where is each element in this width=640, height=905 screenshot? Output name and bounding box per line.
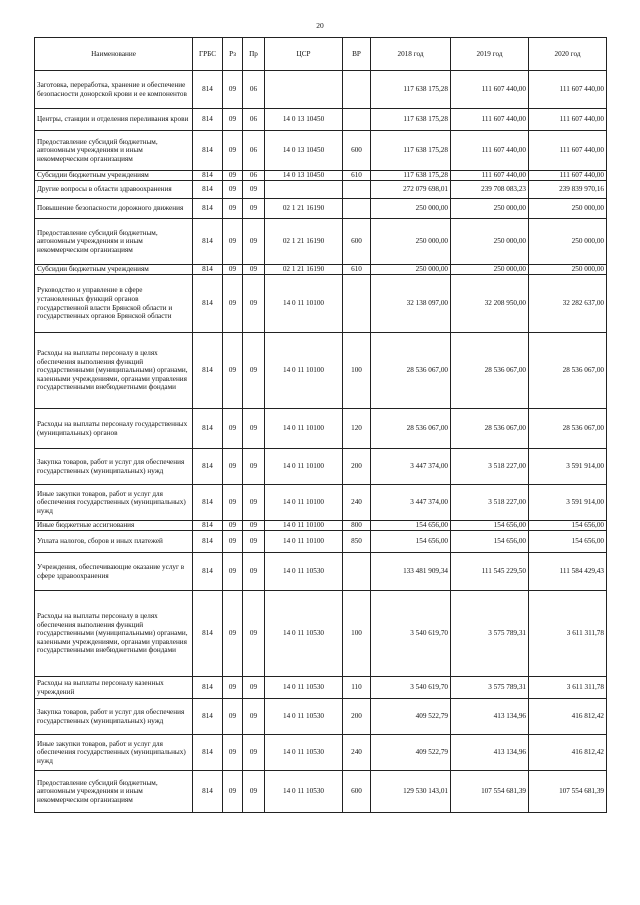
cell-y2018: 250 000,00 xyxy=(371,199,451,219)
cell-rz: 09 xyxy=(223,553,243,591)
cell-rz: 09 xyxy=(223,771,243,813)
cell-grbs: 814 xyxy=(193,71,223,109)
cell-y2020: 416 812,42 xyxy=(529,699,607,735)
budget-table xyxy=(34,37,607,813)
col-header-grbs: ГРБС xyxy=(193,38,223,71)
cell-name: Центры, станции и отделения переливания крови xyxy=(35,109,193,131)
cell-y2019: 111 607 440,00 xyxy=(451,71,529,109)
cell-name: Субсидии бюджетным учреждениям xyxy=(35,265,193,275)
table-row xyxy=(35,275,607,333)
cell-csr: 14 0 11 10100 xyxy=(265,275,343,333)
cell-y2020: 3 591 914,00 xyxy=(529,485,607,521)
cell-pr: 09 xyxy=(243,531,265,553)
cell-rz: 09 xyxy=(223,699,243,735)
cell-pr: 09 xyxy=(243,677,265,699)
cell-rz: 09 xyxy=(223,199,243,219)
cell-y2019: 28 536 067,00 xyxy=(451,333,529,409)
cell-y2020: 250 000,00 xyxy=(529,199,607,219)
table-row xyxy=(35,199,607,219)
cell-y2019: 3 575 789,31 xyxy=(451,677,529,699)
cell-grbs: 814 xyxy=(193,771,223,813)
cell-vr: 200 xyxy=(343,699,371,735)
table-row xyxy=(35,771,607,813)
cell-csr: 14 0 11 10530 xyxy=(265,677,343,699)
cell-vr: 240 xyxy=(343,735,371,771)
cell-rz: 09 xyxy=(223,181,243,199)
cell-name: Расходы на выплаты персоналу казенных учреждений xyxy=(35,677,193,699)
cell-y2018: 129 530 143,01 xyxy=(371,771,451,813)
cell-rz: 09 xyxy=(223,735,243,771)
table-row xyxy=(35,735,607,771)
cell-rz: 09 xyxy=(223,485,243,521)
cell-csr xyxy=(265,181,343,199)
cell-grbs: 814 xyxy=(193,109,223,131)
cell-y2020: 3 591 914,00 xyxy=(529,449,607,485)
cell-y2020: 154 656,00 xyxy=(529,531,607,553)
cell-y2019: 32 208 950,00 xyxy=(451,275,529,333)
cell-name: Расходы на выплаты персоналу в целях обеспечения выполнения функций государственными (муниципальными) органами, казенными учреждениями, органами управления государственными внебюджетными фондами xyxy=(35,591,193,677)
cell-y2018: 117 638 175,28 xyxy=(371,171,451,181)
cell-y2020: 111 584 429,43 xyxy=(529,553,607,591)
cell-grbs: 814 xyxy=(193,275,223,333)
cell-pr: 06 xyxy=(243,131,265,171)
cell-vr xyxy=(343,181,371,199)
table-row xyxy=(35,181,607,199)
cell-grbs: 814 xyxy=(193,677,223,699)
cell-vr xyxy=(343,553,371,591)
cell-y2019: 107 554 681,39 xyxy=(451,771,529,813)
cell-y2019: 111 607 440,00 xyxy=(451,171,529,181)
cell-grbs: 814 xyxy=(193,735,223,771)
cell-y2019: 239 708 083,23 xyxy=(451,181,529,199)
cell-y2018: 28 536 067,00 xyxy=(371,409,451,449)
table-row xyxy=(35,677,607,699)
cell-csr: 14 0 11 10530 xyxy=(265,553,343,591)
cell-grbs: 814 xyxy=(193,521,223,531)
table-row xyxy=(35,333,607,409)
cell-vr: 240 xyxy=(343,485,371,521)
table-row xyxy=(35,265,607,275)
cell-vr: 800 xyxy=(343,521,371,531)
table-row xyxy=(35,219,607,265)
cell-rz: 09 xyxy=(223,591,243,677)
cell-rz: 09 xyxy=(223,109,243,131)
cell-y2020: 3 611 311,78 xyxy=(529,677,607,699)
cell-csr: 14 0 11 10100 xyxy=(265,485,343,521)
cell-y2020: 111 607 440,00 xyxy=(529,171,607,181)
table-row xyxy=(35,699,607,735)
table-row xyxy=(35,409,607,449)
cell-csr: 14 0 11 10100 xyxy=(265,521,343,531)
cell-rz: 09 xyxy=(223,409,243,449)
cell-y2018: 250 000,00 xyxy=(371,219,451,265)
cell-y2018: 28 536 067,00 xyxy=(371,333,451,409)
cell-y2019: 413 134,96 xyxy=(451,735,529,771)
cell-y2019: 3 518 227,00 xyxy=(451,449,529,485)
col-header-2020: 2020 год xyxy=(529,38,607,71)
cell-pr: 09 xyxy=(243,735,265,771)
table-row xyxy=(35,109,607,131)
cell-pr: 09 xyxy=(243,333,265,409)
cell-vr xyxy=(343,71,371,109)
cell-name: Иные закупки товаров, работ и услуг для обеспечения государственных (муниципальных) нужд xyxy=(35,485,193,521)
cell-y2018: 250 000,00 xyxy=(371,265,451,275)
cell-y2019: 413 134,96 xyxy=(451,699,529,735)
cell-vr: 120 xyxy=(343,409,371,449)
cell-pr: 09 xyxy=(243,553,265,591)
cell-y2019: 154 656,00 xyxy=(451,521,529,531)
cell-rz: 09 xyxy=(223,531,243,553)
cell-vr: 600 xyxy=(343,219,371,265)
cell-vr: 600 xyxy=(343,131,371,171)
cell-pr: 09 xyxy=(243,219,265,265)
cell-y2019: 250 000,00 xyxy=(451,219,529,265)
col-header-vr: ВР xyxy=(343,38,371,71)
table-row xyxy=(35,71,607,109)
cell-vr: 110 xyxy=(343,677,371,699)
cell-name: Заготовка, переработка, хранение и обеспечение безопасности донорской крови и ее компонентов xyxy=(35,71,193,109)
cell-y2020: 107 554 681,39 xyxy=(529,771,607,813)
cell-csr: 02 1 21 16190 xyxy=(265,265,343,275)
cell-y2020: 28 536 067,00 xyxy=(529,333,607,409)
cell-name: Повышение безопасности дорожного движения xyxy=(35,199,193,219)
cell-vr xyxy=(343,109,371,131)
cell-y2020: 28 536 067,00 xyxy=(529,409,607,449)
cell-pr: 09 xyxy=(243,699,265,735)
cell-y2018: 117 638 175,28 xyxy=(371,109,451,131)
cell-y2020: 154 656,00 xyxy=(529,521,607,531)
cell-pr: 06 xyxy=(243,71,265,109)
cell-name: Закупка товаров, работ и услуг для обеспечения государственных (муниципальных) нужд xyxy=(35,699,193,735)
cell-grbs: 814 xyxy=(193,553,223,591)
cell-vr: 610 xyxy=(343,265,371,275)
cell-y2018: 117 638 175,28 xyxy=(371,131,451,171)
cell-grbs: 814 xyxy=(193,265,223,275)
cell-grbs: 814 xyxy=(193,699,223,735)
cell-grbs: 814 xyxy=(193,333,223,409)
col-header-name: Наименование xyxy=(35,38,193,71)
cell-y2020: 250 000,00 xyxy=(529,265,607,275)
cell-y2018: 117 638 175,28 xyxy=(371,71,451,109)
cell-y2018: 409 522,79 xyxy=(371,699,451,735)
cell-csr: 14 0 11 10100 xyxy=(265,333,343,409)
cell-grbs: 814 xyxy=(193,199,223,219)
cell-csr: 14 0 13 10450 xyxy=(265,171,343,181)
cell-y2019: 28 536 067,00 xyxy=(451,409,529,449)
cell-rz: 09 xyxy=(223,275,243,333)
cell-rz: 09 xyxy=(223,333,243,409)
table-body xyxy=(35,71,607,813)
cell-y2018: 3 540 619,70 xyxy=(371,677,451,699)
cell-rz: 09 xyxy=(223,71,243,109)
cell-rz: 09 xyxy=(223,131,243,171)
table-row xyxy=(35,531,607,553)
cell-rz: 09 xyxy=(223,677,243,699)
table-header-row xyxy=(35,38,607,71)
cell-csr: 14 0 11 10530 xyxy=(265,771,343,813)
cell-vr xyxy=(343,199,371,219)
cell-pr: 09 xyxy=(243,449,265,485)
cell-csr: 14 0 11 10530 xyxy=(265,591,343,677)
cell-y2019: 111 607 440,00 xyxy=(451,109,529,131)
cell-pr: 09 xyxy=(243,591,265,677)
cell-y2018: 3 447 374,00 xyxy=(371,449,451,485)
cell-rz: 09 xyxy=(223,219,243,265)
col-header-2019: 2019 год xyxy=(451,38,529,71)
cell-y2018: 133 481 909,34 xyxy=(371,553,451,591)
cell-vr: 100 xyxy=(343,591,371,677)
cell-y2020: 111 607 440,00 xyxy=(529,71,607,109)
cell-name: Расходы на выплаты персоналу государственных (муниципальных) органов xyxy=(35,409,193,449)
cell-vr: 200 xyxy=(343,449,371,485)
cell-pr: 09 xyxy=(243,199,265,219)
cell-grbs: 814 xyxy=(193,181,223,199)
table-row xyxy=(35,553,607,591)
cell-y2020: 250 000,00 xyxy=(529,219,607,265)
cell-vr: 600 xyxy=(343,771,371,813)
cell-pr: 09 xyxy=(243,265,265,275)
cell-csr: 14 0 13 10450 xyxy=(265,109,343,131)
cell-name: Предоставление субсидий бюджетным, автономным учреждениям и иным некоммерческим организациям xyxy=(35,219,193,265)
cell-name: Расходы на выплаты персоналу в целях обеспечения выполнения функций государственными (муниципальными) органами, казенными учреждениями, органами управления государственными внебюджетными фондами xyxy=(35,333,193,409)
table-row xyxy=(35,521,607,531)
cell-pr: 09 xyxy=(243,181,265,199)
table-row xyxy=(35,131,607,171)
cell-name: Предоставление субсидий бюджетным, автономным учреждениям и иным некоммерческим организациям xyxy=(35,771,193,813)
cell-vr: 850 xyxy=(343,531,371,553)
cell-csr: 14 0 11 10100 xyxy=(265,449,343,485)
cell-y2020: 32 282 637,00 xyxy=(529,275,607,333)
cell-rz: 09 xyxy=(223,171,243,181)
cell-name: Иные бюджетные ассигнования xyxy=(35,521,193,531)
cell-name: Иные закупки товаров, работ и услуг для обеспечения государственных (муниципальных) нужд xyxy=(35,735,193,771)
cell-rz: 09 xyxy=(223,449,243,485)
cell-y2018: 3 447 374,00 xyxy=(371,485,451,521)
cell-y2020: 416 812,42 xyxy=(529,735,607,771)
cell-y2019: 111 545 229,50 xyxy=(451,553,529,591)
cell-name: Предоставление субсидий бюджетным, автономным учреждениям и иным некоммерческим организациям xyxy=(35,131,193,171)
table-row xyxy=(35,171,607,181)
cell-csr: 02 1 21 16190 xyxy=(265,219,343,265)
cell-grbs: 814 xyxy=(193,531,223,553)
table-row xyxy=(35,485,607,521)
cell-y2018: 3 540 619,70 xyxy=(371,591,451,677)
cell-grbs: 814 xyxy=(193,409,223,449)
cell-pr: 06 xyxy=(243,171,265,181)
cell-pr: 09 xyxy=(243,521,265,531)
cell-y2019: 3 518 227,00 xyxy=(451,485,529,521)
cell-y2018: 154 656,00 xyxy=(371,521,451,531)
cell-y2018: 32 138 097,00 xyxy=(371,275,451,333)
cell-grbs: 814 xyxy=(193,131,223,171)
cell-vr: 610 xyxy=(343,171,371,181)
cell-rz: 09 xyxy=(223,265,243,275)
cell-y2018: 154 656,00 xyxy=(371,531,451,553)
cell-csr: 14 0 11 10530 xyxy=(265,735,343,771)
table-row xyxy=(35,591,607,677)
cell-pr: 09 xyxy=(243,275,265,333)
cell-vr: 100 xyxy=(343,333,371,409)
col-header-pr: Пр xyxy=(243,38,265,71)
cell-y2019: 250 000,00 xyxy=(451,199,529,219)
cell-y2019: 250 000,00 xyxy=(451,265,529,275)
cell-name: Учреждения, обеспечивающие оказание услуг в сфере здравоохранения xyxy=(35,553,193,591)
cell-grbs: 814 xyxy=(193,591,223,677)
cell-y2020: 239 839 970,16 xyxy=(529,181,607,199)
cell-csr: 14 0 11 10100 xyxy=(265,409,343,449)
col-header-2018: 2018 год xyxy=(371,38,451,71)
cell-y2018: 409 522,79 xyxy=(371,735,451,771)
cell-pr: 06 xyxy=(243,109,265,131)
cell-vr xyxy=(343,275,371,333)
cell-name: Субсидии бюджетным учреждениям xyxy=(35,171,193,181)
col-header-rz: Рз xyxy=(223,38,243,71)
cell-grbs: 814 xyxy=(193,219,223,265)
col-header-csr: ЦСР xyxy=(265,38,343,71)
cell-pr: 09 xyxy=(243,409,265,449)
cell-y2019: 3 575 789,31 xyxy=(451,591,529,677)
cell-y2020: 111 607 440,00 xyxy=(529,109,607,131)
cell-pr: 09 xyxy=(243,485,265,521)
cell-name: Закупка товаров, работ и услуг для обеспечения государственных (муниципальных) нужд xyxy=(35,449,193,485)
cell-y2018: 272 079 698,01 xyxy=(371,181,451,199)
table-row xyxy=(35,449,607,485)
cell-y2019: 111 607 440,00 xyxy=(451,131,529,171)
cell-grbs: 814 xyxy=(193,171,223,181)
cell-csr: 14 0 13 10450 xyxy=(265,131,343,171)
cell-y2020: 111 607 440,00 xyxy=(529,131,607,171)
cell-name: Уплата налогов, сборов и иных платежей xyxy=(35,531,193,553)
cell-rz: 09 xyxy=(223,521,243,531)
cell-pr: 09 xyxy=(243,771,265,813)
cell-y2020: 3 611 311,78 xyxy=(529,591,607,677)
cell-name: Руководство и управление в сфере установленных функций органов государственной власти Брянской области и государственных органов Брянской области xyxy=(35,275,193,333)
cell-y2019: 154 656,00 xyxy=(451,531,529,553)
cell-csr: 02 1 21 16190 xyxy=(265,199,343,219)
cell-csr: 14 0 11 10100 xyxy=(265,531,343,553)
cell-name: Другие вопросы в области здравоохранения xyxy=(35,181,193,199)
cell-csr: 14 0 11 10530 xyxy=(265,699,343,735)
cell-grbs: 814 xyxy=(193,485,223,521)
cell-csr xyxy=(265,71,343,109)
page-number: 20 xyxy=(316,21,324,30)
cell-grbs: 814 xyxy=(193,449,223,485)
